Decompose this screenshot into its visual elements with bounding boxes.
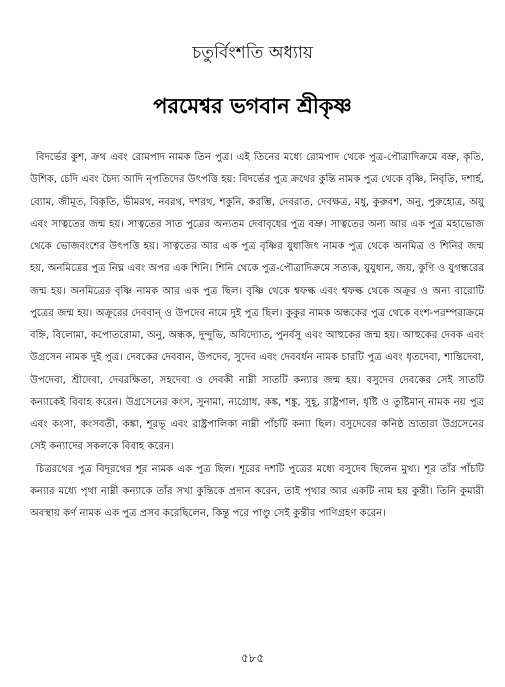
paragraph-2: চিত্ররথের পুত্র বিদূরথের শূর নামক এক পুত্র ছিল। শূরের দশটি পুত্রের মধ্যে বসুদেব ছিলেন মুখ্য। শূর তাঁর পাঁচটি কন্যার মধ্যে পৃথা নাম্নী কন্যাকে তাঁর সখা কুন্তিকে প্রদান করেন, তাই পৃথার আর একটি নাম হয় কুন্তী। তিনি কুমারী অবস্থায় কর্ণ নামক এক পুত্র প্রসব করেছিলেন, কিন্তু পরে পাণ্ডু সেই কুন্তীর পাণিগ্রহণ করেন। [30,463,484,519]
paragraph-1: বিদর্ভের কুশ, ক্রথ এবং রোমপাদ নামক তিন পুত্র। এই তিনের মধ্যে রোমপাদ থেকে পুত্র-পৌত্রাদিক্রমে বভ্রু, কৃতি, উশিক, চেদি এবং চৈদ্য আদি নৃপতিদের উৎপত্তি হয়: বিদর্ভের পুত্র ক্রথের কুন্তি নামক পুত্র থেকে বৃষ্ণি, নিবৃতি, দশার্হ, ব্যোম, জীমূত, বিকৃতি, ভীমরথ, নবরথ, দশরথ, শকুনি, করম্ভি, দেবরাত, দেবক্ষত্র, মধু, কুরুবশ, অনু, পুরুহোত্র, অয়ু এবং সাত্বতের জন্ম হয়। সাত্বতের সাত পুত্রের অন্যতম দেবাবৃধের পুত্র বভ্রু। সাত্বতের অন্য আর এক পুত্র মহাভোজ থেকে ভোজবংশের উৎপত্তি হয়। সাত্বতের আর এক পুত্র বৃষ্ণির যুধাজিৎ নামক পুত্র থেকে অনমিত্র ও শিনির জন্ম হয়, অনমিত্রের পুত্র নিঘ্ন এবং অপর এক শিনি। শিনি থেকে পুত্র-পৌত্রাদিক্রমে সত্যক, যুযুধান, জয়, কুণি ও যুগন্ধরের জন্ম হয়। অনমিত্রের বৃষ্ণি নামক আর এক পুত্র ছিল। বৃষ্ণি থেকে শ্বফল্ক এবং শ্বফল্ক থেকে অক্রূর ও অন্য বারোটি পুত্রের জন্ম হয়। অক্রূরের দেববান্ ও উপদেব নামে দুই পুত্র ছিল। কুকুর নামক অন্ধকের পুত্র থেকে বংশ-পরম্পরাক্রমে বহ্নি, বিলোমা, কপোতরোমা, অনু, অন্ধক, দুন্দুভি, অবিদ্যোত, পুনর্বসু এবং আহুকের জন্ম হয়। আহুকের দেবক এবং উগ্রসেন নামক দুই পুত্র। দেবকের দেববান, উপদেব, সুদেব এবং দেববর্ধন নামক চারটি পুত্র এবং ধৃতদেবা, শান্তিদেবা, উপদেবা, শ্রীদেবা, দেবরক্ষিতা, সহদেবা ও দেবকী নাম্নী সাতটি কন্যার জন্ম হয়। বসুদেব দেবকের সেই সাতটি কন্যাকেই বিবাহ করেন। উগ্রসেনের কংস, সুনামা, ন্যগ্রোধ, কঙ্ক, শঙ্কু, সুহূ, রাষ্ট্রপাল, ধৃষ্টি ও তুষ্টিমান্ নামক নয় পুত্র এবং কংসা, কংসবতী, কঙ্কা, শূরভূ এবং রাষ্ট্রপালিকা নাম্নী পাঁচটি কন্যা ছিল। বসুদেবের কনিষ্ঠ ভ্রাতারা উগ্রসেনের সেই কন্যাদের সকলকে বিবাহ করেন। [30,152,484,453]
body-text [30,147,484,525]
page-number: ৫৮৫ [240,651,265,665]
page-title: পরমেশ্বর ভগবান শ্রীকৃষ্ণ [153,94,352,118]
chapter-heading: চতুর্বিংশতি অধ্যায় [192,43,313,63]
